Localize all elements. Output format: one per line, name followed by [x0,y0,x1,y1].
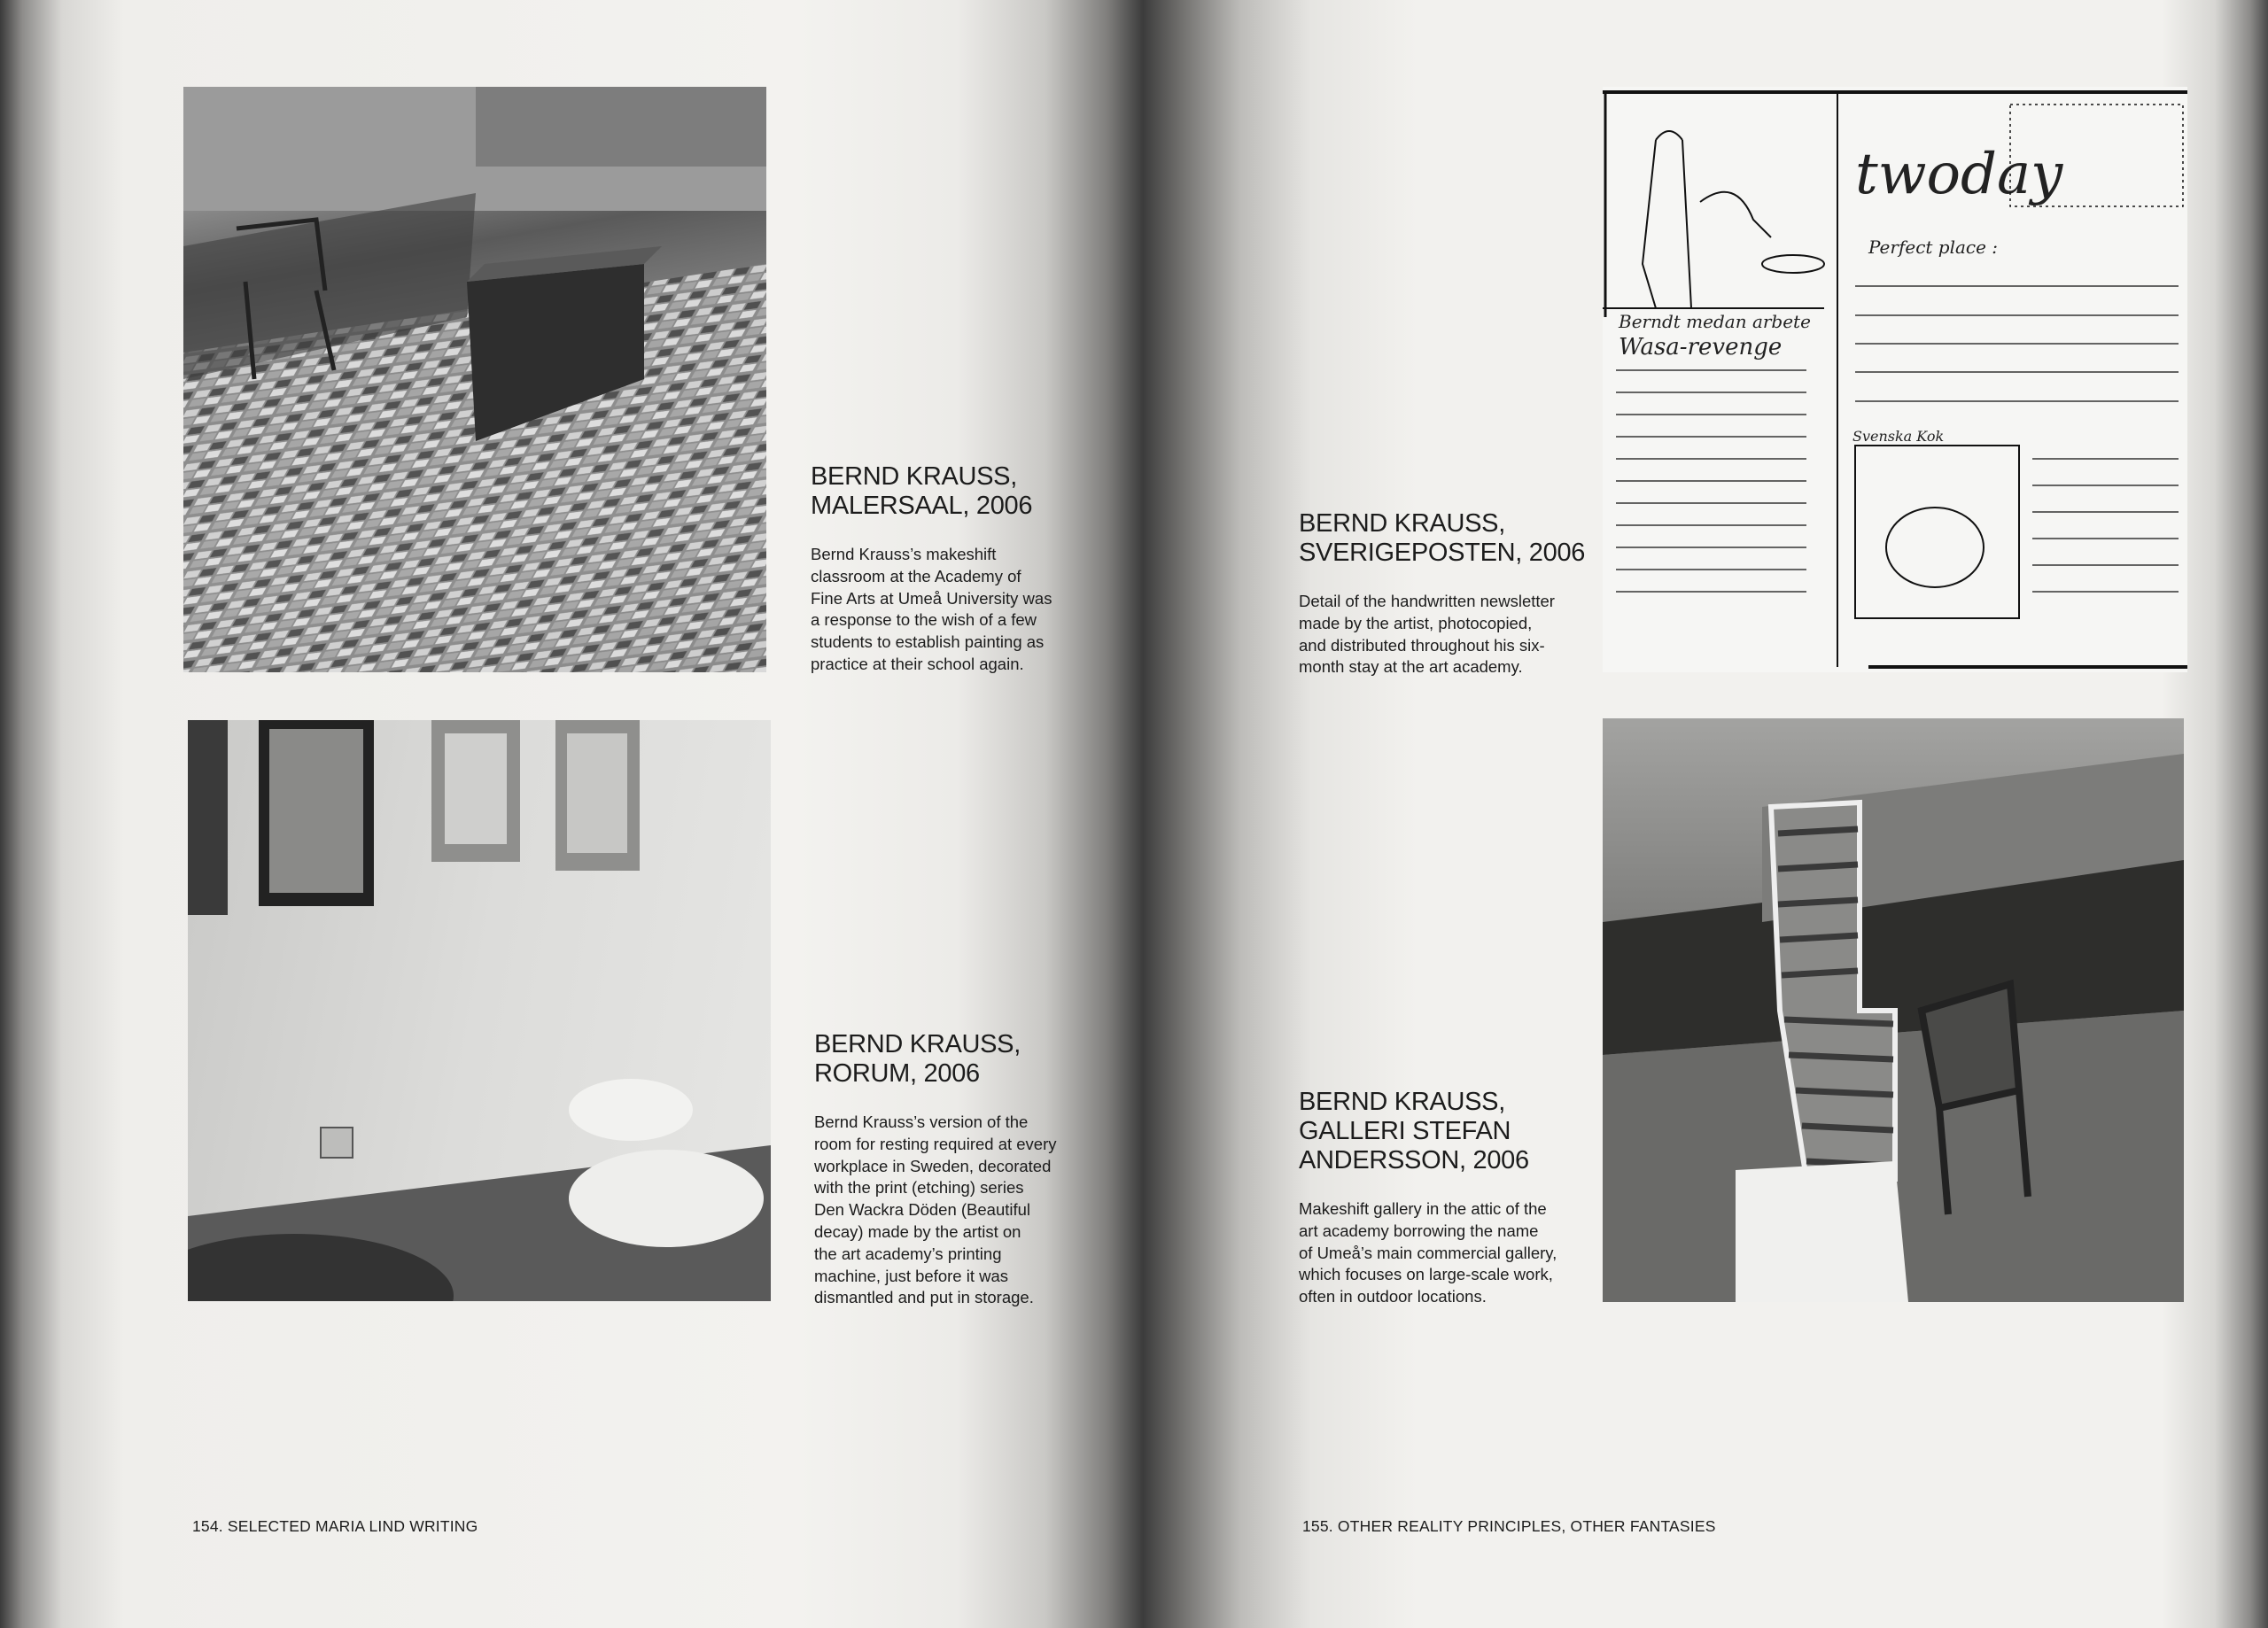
caption-sverigeposten [1299,509,1591,678]
caption-body: Bernd Krauss’s version of the room for resting required at every workplace in Sweden, decorated with the print (etching) series Den Wackra Döden (Beautiful decay) made by the artist on the art academy’s printing machine, just before it was dismantled and put in storage. [814,1112,1057,1307]
caption-title: BERND KRAUSS, MALERSAAL, 2006 [811,462,1033,520]
newsletter-image [1603,87,2187,672]
photo-galleri-stefan-andersson [1603,718,2184,1302]
caption-body: Makeshift gallery in the attic of the art academy borrowing the name of Umeå’s main commercial gallery, which focuses on large-scale work, often in outdoor locations. [1299,1199,1557,1306]
room-image [188,720,771,1301]
caption-title: BERND KRAUSS, GALLERI STEFAN ANDERSSON, 2006 [1299,1088,1529,1174]
caption-body: Detail of the handwritten newsletter made by the artist, photocopied, and distributed throughout his six- month stay at the art academy. [1299,592,1555,677]
caption-body: Bernd Krauss’s makeshift classroom at the Academy of Fine Arts at Umeå University was a response to the wish of a few students to establish painting as practice at their school again. [811,545,1052,673]
caption-title: BERND KRAUSS, SVERIGEPOSTEN, 2006 [1299,509,1586,567]
left-page-footer: 154. SELECTED MARIA LIND WRITING [192,1517,478,1535]
floor-tiles-image [183,87,766,672]
caption-galleri-stefan-andersson [1299,1088,1591,1308]
caption-rorum [814,1030,1098,1309]
caption-malersaal [811,462,1094,676]
photo-rorum [188,720,771,1301]
newsletter-label: Perfect place : [1868,236,1999,258]
caption-title: BERND KRAUSS, RORUM, 2006 [814,1030,1021,1088]
newsletter-label: Svenska Kok [1852,428,1945,445]
gallery-image [1603,718,2184,1302]
newsletter-masthead: twoday [1855,142,2063,207]
newsletter-label: Wasa-revenge [1619,334,1783,360]
photo-malersaal [183,87,766,672]
newsletter-label: Berndt medan arbete [1619,311,1811,332]
right-page-footer: 155. OTHER REALITY PRINCIPLES, OTHER FANTASIES [1302,1517,1716,1535]
